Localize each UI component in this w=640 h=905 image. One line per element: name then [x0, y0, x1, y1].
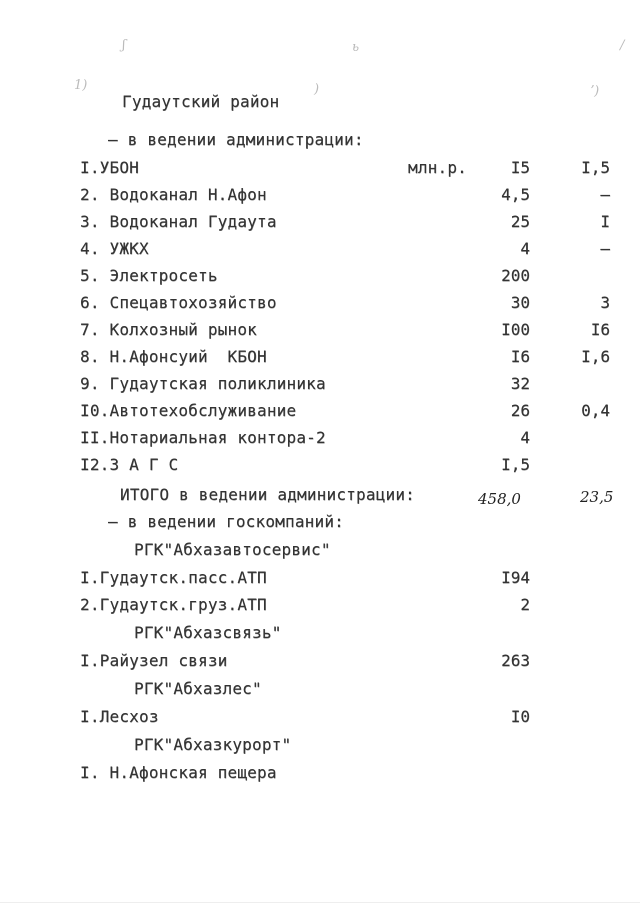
- admin-item-value: 30: [510, 293, 530, 312]
- admin-item-label: 4. УЖКХ: [80, 239, 149, 258]
- faint-mark: 1): [74, 78, 88, 93]
- admin-item-value: 32: [510, 374, 530, 393]
- total-value2-handwritten: 23,5: [580, 488, 614, 506]
- admin-item-value: 25: [510, 212, 530, 231]
- admin-item-value: I,5: [501, 455, 530, 474]
- group-item-value: 2: [520, 595, 530, 614]
- admin-item-label: 9. Гудаутская поликлиника: [80, 374, 326, 393]
- faint-mark: ): [314, 82, 320, 97]
- admin-item-label: 2. Водоканал Н.Афон: [80, 185, 267, 204]
- admin-item-value2: 0,4: [581, 401, 610, 420]
- group-item-label: 2.Гудаутск.груз.АТП: [80, 595, 267, 614]
- admin-item-label: 5. Электросеть: [80, 266, 218, 285]
- faint-mark: ʼ): [590, 84, 600, 99]
- section-admin-heading: – в ведении администрации:: [108, 130, 364, 149]
- group-heading: РГК"Абхазсвязь": [134, 623, 282, 642]
- group-heading: РГК"Абхазавтосервис": [134, 540, 331, 559]
- admin-item-value2: I6: [590, 320, 610, 339]
- group-heading: РГК"Абхазлес": [134, 679, 262, 698]
- admin-item-label: 6. Спецавтохозяйство: [80, 293, 277, 312]
- admin-item-value2: –: [600, 239, 610, 258]
- admin-item-value2: –: [600, 185, 610, 204]
- group-item-value: 263: [501, 651, 530, 670]
- page-edge: [0, 902, 640, 903]
- group-item-label: I.Райузел связи: [80, 651, 228, 670]
- total-label: ИТОГО в ведении администрации:: [120, 485, 415, 504]
- admin-item-label: I0.Автотехобслуживание: [80, 401, 297, 420]
- total-value-handwritten: 458,0: [478, 490, 521, 508]
- admin-item-value2: I,5: [581, 158, 610, 177]
- district-title: Гудаутский район: [122, 92, 280, 111]
- unit-label: млн.р.: [408, 158, 467, 177]
- admin-item-value: 4: [520, 239, 530, 258]
- admin-item-label: I.УБОН: [80, 158, 139, 177]
- admin-item-value2: 3: [600, 293, 610, 312]
- faint-mark: ь: [352, 40, 360, 55]
- group-item-label: I. Н.Афонская пещера: [80, 763, 277, 782]
- admin-item-value2: I: [600, 212, 610, 231]
- admin-item-label: 8. Н.Афонсуий КБОН: [80, 347, 267, 366]
- admin-item-value: I00: [501, 320, 530, 339]
- group-item-value: I94: [501, 568, 530, 587]
- faint-mark: ʃ: [122, 38, 126, 53]
- admin-item-value: 26: [510, 401, 530, 420]
- group-item-label: I.Гудаутск.пасс.АТП: [80, 568, 267, 587]
- admin-item-value: I5: [510, 158, 530, 177]
- admin-item-value: 4,5: [501, 185, 530, 204]
- admin-item-value: 200: [501, 266, 530, 285]
- admin-item-value2: I,6: [581, 347, 610, 366]
- faint-mark: /: [620, 38, 625, 53]
- admin-item-value: I6: [510, 347, 530, 366]
- admin-item-label: I2.З А Г С: [80, 455, 179, 474]
- group-item-value: I0: [510, 707, 530, 726]
- group-heading: РГК"Абхазкурорт": [134, 735, 292, 754]
- group-item-label: I.Лесхоз: [80, 707, 159, 726]
- admin-item-label: 7. Колхозный рынок: [80, 320, 257, 339]
- section-state-heading: – в ведении госкомпаний:: [108, 512, 344, 531]
- admin-item-label: II.Нотариальная контора-2: [80, 428, 326, 447]
- admin-item-value: 4: [520, 428, 530, 447]
- admin-item-label: 3. Водоканал Гудаута: [80, 212, 277, 231]
